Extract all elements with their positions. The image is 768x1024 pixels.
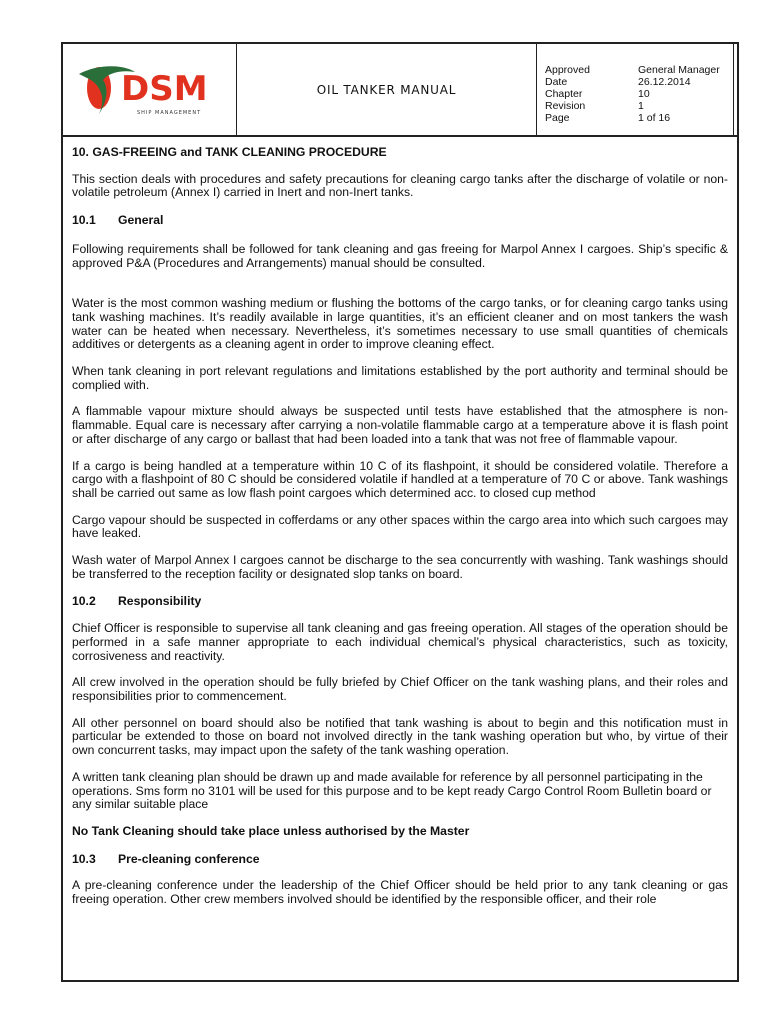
intro-paragraph: This section deals with procedures and safety precautions for cleaning cargo tanks after the discharge of volatile or non-volatile petroleum (Annex I) carried in Inert and non-Inert tanks. <box>72 171 728 200</box>
paragraph: All other personnel on board should also be notified that tank washing is about to begin and this notification must in particular be extended to those on board not involved directly in the tank washing operation but who, by virtue of their own concurrent tasks, may impact upon the safety of the tank washing operation. <box>72 715 728 758</box>
paragraph: Chief Officer is responsible to supervise all tank cleaning and gas freeing operation. All stages of the operation should be performed in a safe manner appropriate to each individual chemical’s physical characteristics, such as toxicity, corrosiveness and reactivity. <box>72 621 728 663</box>
bold-note: No Tank Cleaning should take place unless authorised by the Master <box>72 823 470 838</box>
paragraph: Cargo vapour should be suspected in cofferdams or any other spaces within the cargo area into which such cargoes may have leaked. <box>72 512 728 541</box>
meta-cell <box>537 44 737 135</box>
meta-row-date: Date 26.12.2014 <box>545 76 691 88</box>
main-heading: 10. GAS-FREEING and TANK CLEANING PROCEDURE <box>72 145 387 159</box>
manual-title: OIL TANKER MANUAL <box>316 82 457 97</box>
section-heading-general: 10.1 General <box>72 213 164 228</box>
document-header <box>63 44 737 137</box>
paragraph: Wash water of Marpol Annex I cargoes cannot be discharge to the sea concurrently with washing. Tank washings should be transferred to the reception facility or designated slop tanks on board. <box>72 553 728 581</box>
paragraph: When tank cleaning in port relevant regulations and limitations established by the port authority and terminal should be complied with. <box>72 364 728 392</box>
dsm-logo <box>77 58 227 122</box>
meta-row-revision: Revision 1 <box>545 100 644 112</box>
meta-table <box>545 64 720 124</box>
meta-row-page: Page 1 of 16 <box>545 112 671 124</box>
logo-subtext: SHIP MANAGEMENT <box>137 110 202 116</box>
paragraph: Water is the most common washing medium or flushing the bottoms of the cargo tanks, or for cleaning cargo tanks using tank washing machines. It’s readily available in large quantities, it’s an efficient cleaner and on most tankers the wash water can be heated when necessary. Nevertheless, it’s sometimes necessary to use small quantities of chemicals additives or detergents as a cleaning agent in order to improve cleaning effect. <box>72 296 728 352</box>
document-body <box>72 146 728 907</box>
paragraph: A pre-cleaning conference under the leadership of the Chief Officer should be held prior to any tank cleaning or gas freeing operation. Other crew members involved should be identified by the responsible officer, and their role <box>72 878 728 907</box>
meta-row-approved: Approved General Manager <box>545 64 720 76</box>
section-heading-responsibility: 10.2 Responsibility <box>72 594 202 609</box>
paragraph: All crew involved in the operation should be fully briefed by Chief Officer on the tank washing plans, and their roles and responsibilities prior to commencement. <box>72 675 728 703</box>
meta-inner-border <box>733 44 734 135</box>
paragraph: A flammable vapour mixture should always be suspected until tests have established that the atmosphere is non-flammable. Equal care is necessary after carrying a non-volatile flammable cargo at a temperature above it is flash point or after discharge of any cargo or ballast that had been loaded into a tank that was not free of flammable vapour. <box>72 404 728 446</box>
paragraph: A written tank cleaning plan should be drawn up and made available for reference by all personnel participating in the operations. Sms form no 3101 will be used for this purpose and to be kept ready Cargo Control Room Bulletin board or any similar suitable place <box>72 769 712 812</box>
logo-cell <box>63 44 237 135</box>
logo-text: DSM <box>121 69 208 109</box>
title-cell <box>237 44 537 135</box>
meta-row-chapter: Chapter 10 <box>545 88 650 100</box>
paragraph: Following requirements shall be followed for tank cleaning and gas freeing for Marpol Annex I cargoes. Ship’s specific & approved P&A (Procedures and Arrangements) manual should be consulted. <box>72 241 728 270</box>
section-heading-pre-cleaning: 10.3 Pre-cleaning conference <box>72 851 260 866</box>
paragraph: If a cargo is being handled at a temperature within 10 C of its flashpoint, it should be considered volatile. Therefore a cargo with a flashpoint of 80 C should be considered volatile if handled at a temperature of 70 C or above. Tank washings shall be carried out same as low flash point cargoes which determined acc. to closed cup method <box>72 458 728 500</box>
